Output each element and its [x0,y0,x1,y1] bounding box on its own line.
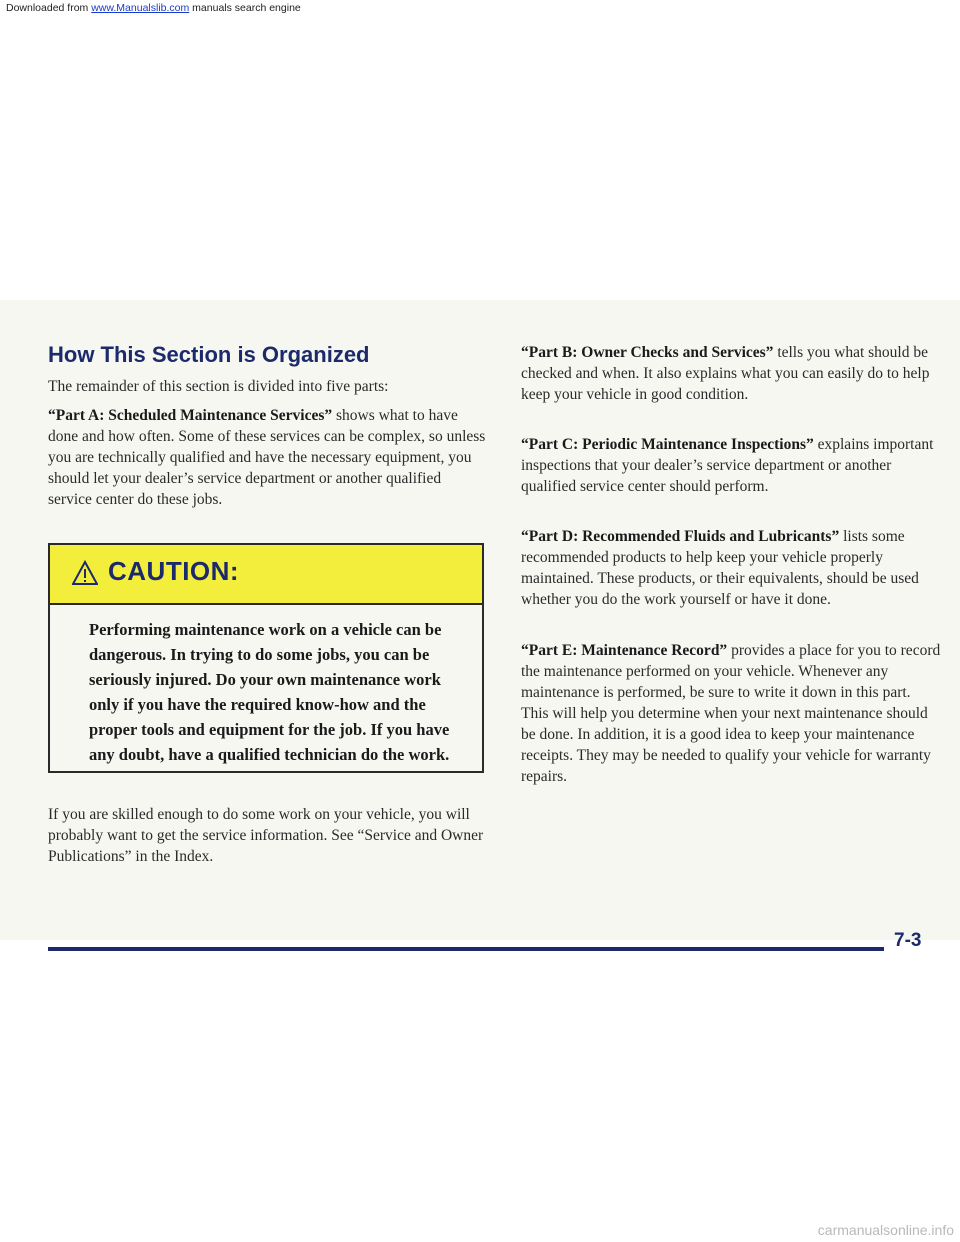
part-c-title: “Part C: Periodic Maintenance Inspections” [521,436,814,453]
manualslib-link[interactable]: www.Manualslib.com [91,2,190,14]
part-e-text: provides a place for you to record the maintenance performed on your vehicle. Whenever any maintenance is performed, be sure to write it down in this part. This will help you determine when your next maintenance should be done. In addition, it is a good idea to keep your maintenance receipts. They may be needed to qualify your vehicle for warranty repairs. [521,642,941,785]
caution-text: Performing maintenance work on a vehicle can be dangerous. In trying to do some jobs, you can be seriously injured. Do your own maintenance work only if you have the required know-how and the proper tools and equipment for the job. If you have any doubt, have a qualified technician do the work. [89,620,450,764]
footer-rule [48,947,884,951]
section-title: How This Section is Organized [48,342,370,367]
part-d-paragraph [521,526,941,610]
manual-page [0,300,960,951]
part-b-text: tells you what should be checked and when. It also explains what you can easily do to help keep your vehicle in good condition. [521,344,930,403]
intro-text: The remainder of this section is divided into five parts: [48,378,389,395]
part-c-text: explains important inspections that your dealer’s service department or another qualified service center should perform. [521,436,934,495]
part-b-title: “Part B: Owner Checks and Services” [521,344,774,361]
page-number: 7-3 [894,930,922,951]
part-a-paragraph [48,405,488,510]
part-a-title: “Part A: Scheduled Maintenance Services” [48,407,333,424]
part-d-title: “Part D: Recommended Fluids and Lubricants” [521,528,840,545]
part-e-title: “Part E: Maintenance Record” [521,642,728,659]
part-c-paragraph [521,434,941,497]
part-a-text: shows what to have done and how often. Some of these services can be complex, so unless you are technically qualified and have the necessary equipment, you should let your dealer’s service department or another qualified service center do these jobs. [48,407,486,508]
header-prefix: Downloaded from [6,2,92,14]
part-e-paragraph [521,640,941,787]
part-b-paragraph [521,342,941,405]
header-suffix: manuals search engine [189,2,301,14]
download-header [0,0,960,18]
skilled-paragraph: If you are skilled enough to do some work on your vehicle, you will probably want to get the service information. See “Service and Owner Publications” in the Index. [48,806,484,865]
caution-box [48,543,484,773]
caution-header [50,545,482,605]
warning-triangle-icon [72,560,98,586]
part-d-text: lists some recommended products to help keep your vehicle properly maintained. These products, or their equivalents, should be used whether you do the work yourself or have it done. [521,528,919,608]
caution-label: CAUTION: [108,556,240,586]
watermark: carmanualsonline.info [817,1222,954,1238]
